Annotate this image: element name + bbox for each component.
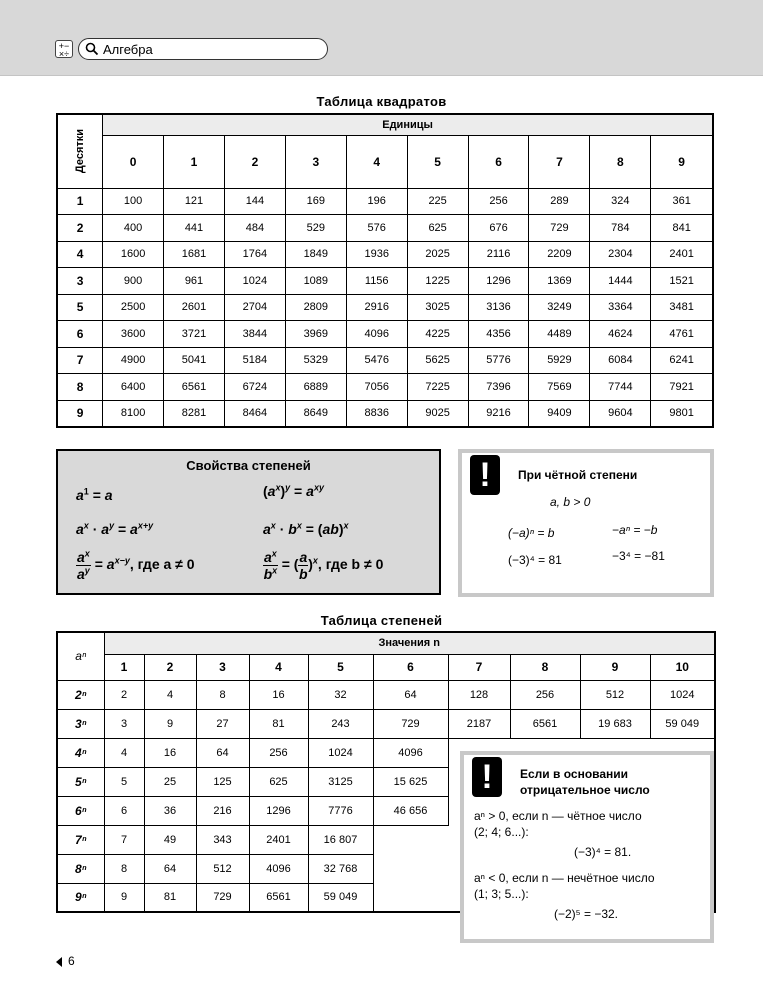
table-cell: 729 (373, 709, 448, 738)
formula: $a^x \cdot a^y = a^{x+y}$ (76, 520, 154, 537)
table-cell: 3600 (103, 321, 164, 348)
table-cell: 5476 (346, 347, 407, 374)
row-header: 1 (57, 188, 103, 215)
table-cell: 32 768 (308, 854, 373, 883)
table-cell: 256 (249, 738, 308, 767)
table-cell: 625 (407, 215, 468, 242)
table-cell: 4489 (529, 321, 590, 348)
table-cell: 6561 (249, 883, 308, 912)
table-cell: 9604 (590, 400, 651, 427)
table-cell: 4096 (249, 854, 308, 883)
top-bar (0, 0, 763, 76)
table-cell: 441 (164, 215, 225, 242)
table-cell: 529 (285, 215, 346, 242)
table-cell: 1296 (468, 268, 529, 295)
exponent-header: 6 (373, 654, 448, 680)
table-cell: 3025 (407, 294, 468, 321)
table-cell: 7921 (651, 374, 713, 401)
row-header: 4ⁿ (57, 738, 104, 767)
table-cell: 8 (196, 680, 249, 709)
table-cell: 4900 (103, 347, 164, 374)
table-cell: 3364 (590, 294, 651, 321)
table-cell: 256 (468, 188, 529, 215)
table-cell: 2 (104, 680, 144, 709)
table-row (57, 374, 713, 401)
digit-header: 3 (285, 135, 346, 188)
note-formula: (−a)ⁿ = b (508, 526, 555, 540)
formula: $a^x \cdot b^x = (ab)^x$ (263, 520, 349, 537)
table-cell: 3249 (529, 294, 590, 321)
properties-title: Свойства степеней (186, 458, 311, 473)
table-cell: 121 (164, 188, 225, 215)
table-cell: 1024 (308, 738, 373, 767)
table-cell: 9801 (651, 400, 713, 427)
table-cell: 64 (196, 738, 249, 767)
exponent-header: 3 (196, 654, 249, 680)
page-number (56, 954, 75, 968)
note-rule: (1; 3; 5...): (474, 887, 529, 901)
table-cell: 4761 (651, 321, 713, 348)
table-cell: 7056 (346, 374, 407, 401)
where-a: , где a ≠ 0 (129, 556, 195, 573)
table-cell: 225 (407, 188, 468, 215)
power-properties-box (56, 449, 441, 595)
table-cell: 144 (224, 188, 285, 215)
note-formula: −aⁿ = −b (612, 523, 658, 537)
corner-cell: aⁿ (57, 632, 104, 680)
table-cell: 576 (346, 215, 407, 242)
table-row (57, 241, 713, 268)
note-example: −3⁴ = −81 (612, 549, 665, 563)
table-cell: 7225 (407, 374, 468, 401)
exponent-header: 4 (249, 654, 308, 680)
table-cell: 1444 (590, 268, 651, 295)
table-cell: 4225 (407, 321, 468, 348)
table-cell: 6084 (590, 347, 651, 374)
page-number-label: 6 (68, 954, 75, 968)
row-header: 4 (57, 241, 103, 268)
table-row (57, 294, 713, 321)
table-cell: 1600 (103, 241, 164, 268)
row-header: 8 (57, 374, 103, 401)
digit-header: 0 (103, 135, 164, 188)
table-cell: 196 (346, 188, 407, 215)
table-cell: 1296 (249, 796, 308, 825)
row-header: 3 (57, 268, 103, 295)
table-cell: 4096 (373, 738, 448, 767)
table-cell: 343 (196, 825, 249, 854)
table-cell: 216 (196, 796, 249, 825)
even-power-note (458, 449, 714, 597)
table-cell: 49 (144, 825, 196, 854)
table-cell: 1936 (346, 241, 407, 268)
table-cell: 1681 (164, 241, 225, 268)
table-cell: 1225 (407, 268, 468, 295)
table-cell: 6724 (224, 374, 285, 401)
table-cell: 6241 (651, 347, 713, 374)
note-condition: a, b > 0 (550, 495, 591, 509)
table-cell: 9 (104, 883, 144, 912)
digit-header: 4 (346, 135, 407, 188)
exponent-header: 8 (510, 654, 580, 680)
table-cell: 59 049 (308, 883, 373, 912)
table-cell: 2500 (103, 294, 164, 321)
note-title: При чётной степени (518, 468, 638, 482)
table-cell: 46 656 (373, 796, 448, 825)
empty-cell (373, 883, 448, 912)
table-cell: 3 (104, 709, 144, 738)
table-cell: 8100 (103, 400, 164, 427)
row-header-cell (57, 114, 103, 188)
table-cell: 7744 (590, 374, 651, 401)
table-cell: 289 (529, 188, 590, 215)
table-cell: 6 (104, 796, 144, 825)
digit-header: 7 (529, 135, 590, 188)
table-cell: 484 (224, 215, 285, 242)
row-header: 9ⁿ (57, 883, 104, 912)
table-cell: 27 (196, 709, 249, 738)
table-row (57, 188, 713, 215)
table-cell: 900 (103, 268, 164, 295)
table-cell: 8281 (164, 400, 225, 427)
table-cell: 1369 (529, 268, 590, 295)
table-cell: 64 (373, 680, 448, 709)
table-cell: 128 (448, 680, 510, 709)
row-header: 7 (57, 347, 103, 374)
note-title-line: отрицательное число (520, 783, 650, 797)
exponent-header: 2 (144, 654, 196, 680)
table-cell: 361 (651, 188, 713, 215)
table-cell: 2704 (224, 294, 285, 321)
calculator-icon[interactable]: +− ×÷ (55, 40, 73, 58)
table-cell: 16 (249, 680, 308, 709)
empty-cell (373, 854, 448, 883)
table-cell: 9409 (529, 400, 590, 427)
table-cell: 7 (104, 825, 144, 854)
search-input[interactable] (78, 38, 328, 60)
table-row (57, 709, 715, 738)
search-icon (85, 42, 99, 56)
table-cell: 1089 (285, 268, 346, 295)
row-header: 5ⁿ (57, 767, 104, 796)
formula: $a^1 = a$ (76, 486, 113, 503)
table-cell: 3125 (308, 767, 373, 796)
table-cell: 2025 (407, 241, 468, 268)
exponent-header: 9 (580, 654, 650, 680)
table-cell: 125 (196, 767, 249, 796)
table-cell: 6561 (164, 374, 225, 401)
table-row (57, 347, 713, 374)
table-cell: 32 (308, 680, 373, 709)
table-cell: 8 (104, 854, 144, 883)
table-cell: 100 (103, 188, 164, 215)
table-cell: 16 807 (308, 825, 373, 854)
digit-header: 8 (590, 135, 651, 188)
note-example: (−3)⁴ = 81. (574, 845, 632, 859)
table-cell: 512 (196, 854, 249, 883)
row-header: 3ⁿ (57, 709, 104, 738)
table-cell: 15 625 (373, 767, 448, 796)
table-cell: 784 (590, 215, 651, 242)
search-query: Алгебра (103, 42, 153, 57)
table-cell: 7776 (308, 796, 373, 825)
where-b: , где b ≠ 0 (317, 556, 384, 573)
table-cell: 1024 (224, 268, 285, 295)
row-header: 9 (57, 400, 103, 427)
row-header: 6 (57, 321, 103, 348)
table-cell: 9 (144, 709, 196, 738)
formula: $\frac{a^x}{b^x}$ = ( $\frac{a}{b}$ )$^x$, где b ≠ 0 (263, 548, 384, 582)
table-cell: 2304 (590, 241, 651, 268)
table-cell: 2116 (468, 241, 529, 268)
prev-page-icon[interactable] (56, 957, 62, 967)
note-title-line: Если в основании (520, 767, 629, 781)
table-cell: 5 (104, 767, 144, 796)
table-cell: 64 (144, 854, 196, 883)
note-example: (−3)⁴ = 81 (508, 553, 562, 567)
table-cell: 36 (144, 796, 196, 825)
digit-header: 2 (224, 135, 285, 188)
table-cell: 4356 (468, 321, 529, 348)
squares-title: Таблица квадратов (316, 94, 447, 109)
table-cell: 961 (164, 268, 225, 295)
table-cell: 169 (285, 188, 346, 215)
table-cell: 256 (510, 680, 580, 709)
table-cell: 5184 (224, 347, 285, 374)
table-cell: 9216 (468, 400, 529, 427)
note-rule: aⁿ < 0, если n — нечётное число (474, 871, 655, 885)
exclamation-icon: ! (472, 757, 502, 797)
table-row (57, 268, 713, 295)
table-cell: 2916 (346, 294, 407, 321)
table-cell: 676 (468, 215, 529, 242)
table-cell: 6889 (285, 374, 346, 401)
squares-table (56, 113, 714, 428)
exponent-header: 10 (650, 654, 715, 680)
table-cell: 729 (529, 215, 590, 242)
table-cell: 8836 (346, 400, 407, 427)
table-cell: 243 (308, 709, 373, 738)
row-header: 2 (57, 215, 103, 242)
table-cell: 5929 (529, 347, 590, 374)
exponent-header: 1 (104, 654, 144, 680)
table-cell: 25 (144, 767, 196, 796)
table-cell: 1156 (346, 268, 407, 295)
table-cell: 4096 (346, 321, 407, 348)
table-cell: 8464 (224, 400, 285, 427)
exponent-header: 5 (308, 654, 373, 680)
table-cell: 4 (144, 680, 196, 709)
table-cell: 2187 (448, 709, 510, 738)
table-cell: 4 (104, 738, 144, 767)
powers-title: Таблица степеней (320, 613, 443, 628)
row-header: 6ⁿ (57, 796, 104, 825)
table-cell: 5329 (285, 347, 346, 374)
digit-header: 1 (164, 135, 225, 188)
table-cell: 59 049 (650, 709, 715, 738)
table-cell: 3721 (164, 321, 225, 348)
table-cell: 8649 (285, 400, 346, 427)
table-cell: 5041 (164, 347, 225, 374)
row-header: 5 (57, 294, 103, 321)
table-cell: 400 (103, 215, 164, 242)
table-cell: 2401 (249, 825, 308, 854)
table-cell: 1521 (651, 268, 713, 295)
table-row (57, 321, 713, 348)
table-cell: 2401 (651, 241, 713, 268)
table-cell: 1764 (224, 241, 285, 268)
table-cell: 81 (144, 883, 196, 912)
col-header: Значения n (104, 632, 715, 654)
digit-header: 5 (407, 135, 468, 188)
row-header: 2ⁿ (57, 680, 104, 709)
table-cell: 512 (580, 680, 650, 709)
table-cell: 4624 (590, 321, 651, 348)
table-row (57, 400, 713, 427)
row-header: 7ⁿ (57, 825, 104, 854)
note-rule: aⁿ > 0, если n — чётное число (474, 809, 642, 823)
table-cell: 6561 (510, 709, 580, 738)
table-cell: 3844 (224, 321, 285, 348)
table-cell: 5776 (468, 347, 529, 374)
row-header: 8ⁿ (57, 854, 104, 883)
table-cell: 19 683 (580, 709, 650, 738)
table-cell: 729 (196, 883, 249, 912)
note-example: (−2)⁵ = −32. (554, 907, 619, 921)
table-cell: 9025 (407, 400, 468, 427)
table-cell: 625 (249, 767, 308, 796)
table-cell: 1849 (285, 241, 346, 268)
table-cell: 3136 (468, 294, 529, 321)
table-cell: 7396 (468, 374, 529, 401)
table-row (57, 215, 713, 242)
table-cell: 6400 (103, 374, 164, 401)
exponent-header: 7 (448, 654, 510, 680)
row-header-label: Десятки (74, 129, 87, 174)
digit-header: 9 (651, 135, 713, 188)
formula: $(a^x)^y = a^{xy}$ (263, 482, 324, 499)
table-cell: 3481 (651, 294, 713, 321)
table-cell: 324 (590, 188, 651, 215)
table-cell: 2601 (164, 294, 225, 321)
table-cell: 16 (144, 738, 196, 767)
table-cell: 5625 (407, 347, 468, 374)
table-cell: 3969 (285, 321, 346, 348)
table-cell: 81 (249, 709, 308, 738)
negative-base-note (460, 751, 714, 943)
table-cell: 7569 (529, 374, 590, 401)
table-cell: 841 (651, 215, 713, 242)
exclamation-icon: ! (470, 455, 500, 495)
note-rule: (2; 4; 6...): (474, 825, 529, 839)
col-header: Единицы (103, 114, 713, 135)
table-cell: 1024 (650, 680, 715, 709)
digit-header: 6 (468, 135, 529, 188)
table-cell: 2209 (529, 241, 590, 268)
table-row (57, 680, 715, 709)
empty-cell (373, 825, 448, 854)
formula: $\frac{a^x}{a^y}$ = $a^{x-y}$, где a ≠ 0 (77, 548, 195, 582)
table-cell: 2809 (285, 294, 346, 321)
